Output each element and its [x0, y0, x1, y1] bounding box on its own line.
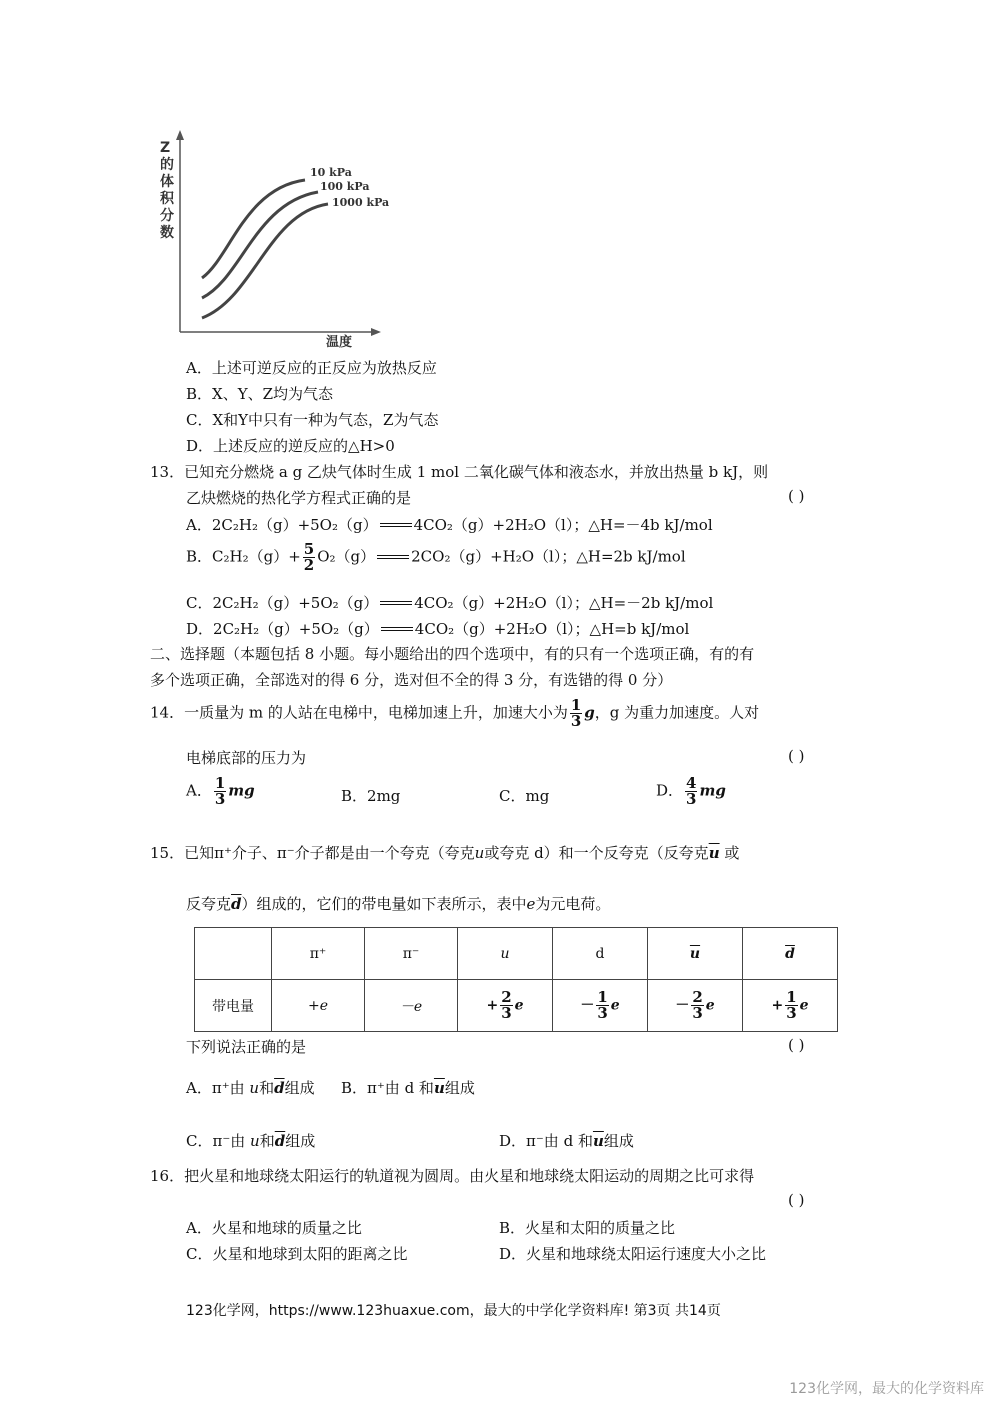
- section2-line2: 多个选项正确，全部选对的得 6 分，选对但不全的得 3 分，有选错的得 0 分）: [150, 671, 673, 689]
- q14-option-c: C．mg: [499, 787, 550, 805]
- page-footer: 123化学网，https://www.123huaxue.com，最大的中学化学资料库! 第3页 共14页: [186, 1303, 721, 1319]
- curve-1000kpa: [202, 204, 328, 318]
- temperature-pressure-graph: [150, 128, 410, 350]
- q16-option-c: C．火星和地球到太阳的距离之比: [186, 1245, 408, 1263]
- y-axis-label: Z的体积分数: [160, 140, 174, 241]
- q15-option-d: D．π⁻由 d 和$\overline{u}$组成: [499, 1132, 634, 1150]
- q14-option-d: D． $\frac{4}{3}$ mg: [656, 774, 726, 808]
- q15-answer-paren: ( ): [788, 1036, 805, 1054]
- table-row: 带电量 +e －e + $\frac{2}{3}$ e － $\frac{1}{3}$ e － $\frac{2}{3}$ e + $\frac{1}{3}$ e: [195, 980, 838, 1032]
- q13-option-b: B．C₂H₂（g）+ $\frac{5}{2}$ O₂（g） 2CO₂（g）+H₂O（l）；△H=2b kJ/mol: [186, 540, 686, 574]
- q15-prompt: 下列说法正确的是: [186, 1038, 307, 1056]
- q13-answer-paren: ( ): [788, 487, 805, 505]
- q13-option-a: A．2C₂H₂（g）+5O₂（g） 4CO₂（g）+2H₂O（l）；△H=－4b kJ/mol: [186, 516, 713, 534]
- q13-line1: 13．已知充分燃烧 a g 乙炔气体时生成 1 mol 二氧化碳气体和液态水，并放出热量 b kJ，则: [150, 463, 769, 481]
- x-axis-label: 温度: [326, 335, 353, 350]
- q15-line1: 15．已知π⁺介子、π⁻介子都是由一个夸克（夸克u或夸克 d）和一个反夸克（反夸克$\overline{u}$ 或: [150, 844, 740, 862]
- q13-option-c: C．2C₂H₂（g）+5O₂（g） 4CO₂（g）+2H₂O（l）；△H=－2b kJ/mol: [186, 594, 714, 612]
- curve-label-10kpa: 10 kPa: [310, 166, 352, 179]
- q16-line1: 16．把火星和地球绕太阳运行的轨道视为圆周。由火星和地球绕太阳运动的周期之比可求得: [150, 1167, 755, 1185]
- q12-option-d: D．上述反应的逆反应的△H>0: [186, 437, 395, 455]
- curve-10kpa: [202, 180, 305, 278]
- charge-table: [194, 927, 838, 1032]
- q15-option-a: A．π⁺由 u和$\overline{d}$组成: [186, 1079, 315, 1097]
- q14-answer-paren: ( ): [788, 747, 805, 765]
- fraction-five-halves: $\frac{5}{2}$: [303, 540, 315, 574]
- curve-label-1000kpa: 1000 kPa: [332, 196, 390, 209]
- q14-line1: 14．一质量为 m 的人站在电梯中，电梯加速上升，加速大小为 $\frac{1}{3}$ g，g 为重力加速度。人对: [150, 696, 760, 730]
- q16-option-d: D．火星和地球绕太阳运行速度大小之比: [499, 1245, 767, 1263]
- q15-line2: 反夸克$\overline{d}$）组成的，它们的带电量如下表所示，表中e为元电荷。: [186, 895, 611, 913]
- q12-option-b: B．X、Y、Z均为气态: [186, 385, 334, 403]
- watermark: 123化学网，最大的化学资料库: [789, 1381, 984, 1397]
- curve-100kpa: [202, 192, 318, 298]
- q14-line2: 电梯底部的压力为: [186, 749, 307, 767]
- q12-option-a: A．上述可逆反应的正反应为放热反应: [186, 359, 437, 377]
- q14-option-b: B．2mg: [341, 787, 401, 805]
- q15-option-b: B．π⁺由 d 和$\overline{u}$组成: [341, 1079, 475, 1097]
- fraction-one-third: $\frac{1}{3}$: [570, 696, 582, 730]
- section2-line1: 二、选择题（本题包括 8 小题。每小题给出的四个选项中，有的只有一个选项正确，有的有: [150, 645, 755, 663]
- q13-option-d: D．2C₂H₂（g）+5O₂（g） 4CO₂（g）+2H₂O（l）；△H=b kJ/mol: [186, 620, 690, 638]
- q16-option-a: A．火星和地球的质量之比: [186, 1219, 362, 1237]
- q12-option-c: C．X和Y中只有一种为气态，Z为气态: [186, 411, 439, 429]
- q13-line2: 乙炔燃烧的热化学方程式正确的是: [186, 489, 412, 507]
- q14-option-a: A． $\frac{1}{3}$ mg: [186, 774, 255, 808]
- table-header-row: π⁺ π⁻ u d $\overline{u}$ $\overline{d}$: [195, 928, 838, 980]
- curve-label-100kpa: 100 kPa: [320, 180, 370, 193]
- q15-option-c: C．π⁻由 u和$\overline{d}$组成: [186, 1132, 316, 1150]
- q16-answer-paren: ( ): [788, 1191, 805, 1209]
- q16-option-b: B．火星和太阳的质量之比: [499, 1219, 676, 1237]
